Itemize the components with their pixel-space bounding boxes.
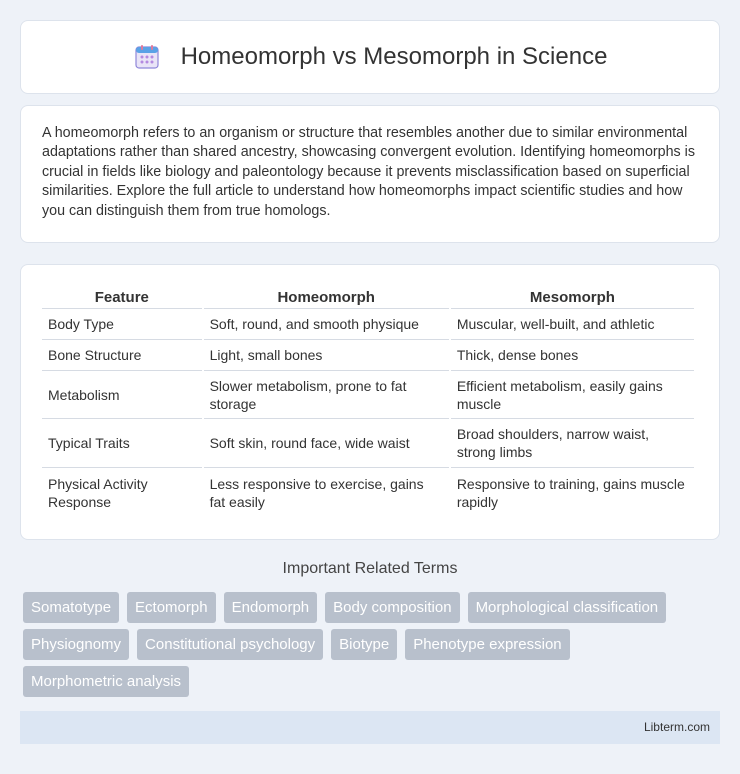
column-header-mesomorph: Mesomorph [451,285,694,309]
tag-phenotype-expression[interactable]: Phenotype expression [405,629,569,660]
table-cell: Muscular, well-built, and athletic [451,309,694,340]
table-row [42,468,694,517]
tag-physiognomy[interactable]: Physiognomy [23,629,129,660]
tag-body-composition[interactable]: Body composition [325,592,459,623]
table-cell: Responsive to training, gains muscle rapidly [456,475,685,510]
table-header-row [42,285,694,309]
comparison-table [40,285,696,517]
calendar-icon [133,43,161,71]
intro-text: A homeomorph refers to an organism or structure that resembles another due to similar environmental adaptations rather than shared ancestry, showcasing convergent evolution. Identifying homeomorphs is crucial in fields like biology and paleontology because it prevents misclassification based on superficial similarities. Explore the full article to understand how homeomorphs impact scientific studies and how you can distinguish them from true homologs. [42,125,696,219]
table-cell: Broad shoulders, narrow waist, strong limbs [451,419,694,468]
column-header-homeomorph: Homeomorph [204,285,449,309]
table-row [42,340,694,371]
table-cell: Typical Traits [42,419,202,468]
tag-endomorph[interactable]: Endomorph [224,592,318,623]
table-cell: Body Type [42,309,202,340]
table-cell: Bone Structure [42,340,202,371]
related-terms-title: Important Related Terms [282,560,458,577]
table-cell: Efficient metabolism, easily gains muscle [451,371,694,419]
table-cell: Metabolism [42,371,202,419]
table-row [42,419,694,468]
column-header-feature: Feature [42,285,202,309]
header-card [20,20,720,94]
table-cell: Soft skin, round face, wide waist [204,419,449,468]
page-title: Homeomorph vs Mesomorph in Science [180,43,608,70]
table-row [42,309,694,340]
related-terms-list [23,592,713,697]
table-row [42,371,694,419]
table-cell: Less responsive to exercise, gains fat easily [209,475,424,510]
table-cell: Slower metabolism, prone to fat storage [204,371,449,419]
comparison-card [20,264,720,540]
table-cell: Physical Activity Response [48,475,148,510]
table-cell: Thick, dense bones [451,340,694,371]
tag-somatotype[interactable]: Somatotype [23,592,119,623]
tag-morphometric-analysis[interactable]: Morphometric analysis [23,666,189,697]
table-cell: Soft, round, and smooth physique [204,309,449,340]
footer-site-link[interactable]: Libterm.com [643,720,710,734]
footer [20,711,720,744]
tag-morphological-classification[interactable]: Morphological classification [468,592,667,623]
tag-constitutional-psychology[interactable]: Constitutional psychology [137,629,323,660]
tag-ectomorph[interactable]: Ectomorph [127,592,216,623]
tag-biotype[interactable]: Biotype [331,629,397,660]
table-cell: Light, small bones [204,340,449,371]
intro-card [20,105,720,243]
